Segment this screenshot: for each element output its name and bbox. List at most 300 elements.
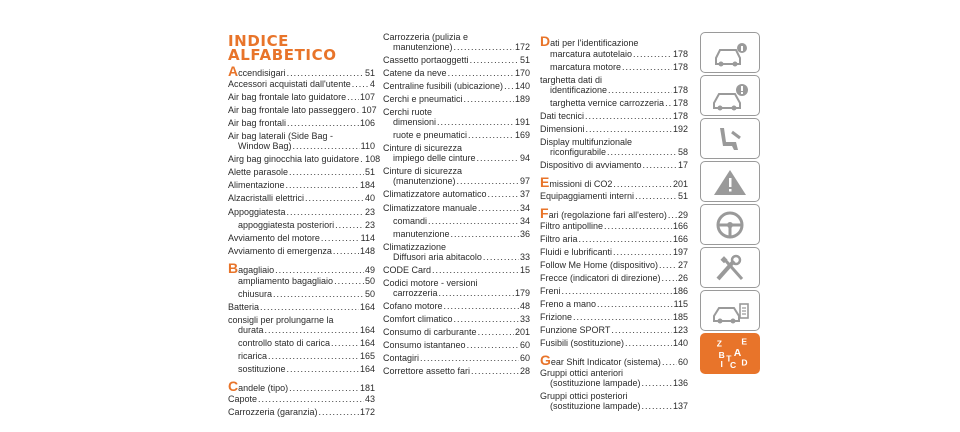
index-entry-label: carrozzeria <box>393 287 438 298</box>
index-entry-label: controllo stato di carica <box>238 337 331 348</box>
svg-text:E: E <box>741 336 748 347</box>
leader-dots <box>293 141 360 151</box>
leader-dots <box>562 286 672 296</box>
leader-dots <box>352 79 369 89</box>
index-entry-label: durata <box>238 324 264 335</box>
index-entry-page: 201 <box>514 326 530 337</box>
index-entry <box>383 301 530 311</box>
leader-dots <box>643 160 677 170</box>
index-entry <box>540 312 688 322</box>
leader-dots <box>428 216 519 226</box>
index-entry-page: 178 <box>672 49 688 60</box>
leader-dots <box>573 312 672 322</box>
index-entry <box>228 364 375 374</box>
car-info-icon <box>710 38 750 68</box>
index-entry-page: 169 <box>514 130 530 141</box>
index-entry <box>228 92 375 102</box>
leader-dots <box>608 85 672 95</box>
index-entry <box>383 107 530 127</box>
index-entry-label: Diffusori aria abitacolo <box>393 251 482 262</box>
index-entry-page: 106 <box>359 118 375 129</box>
index-entry <box>540 338 688 348</box>
steering-wheel-icon <box>710 210 750 240</box>
index-entry-heading: targhetta dati di <box>540 75 603 86</box>
index-entry-label: Air bag frontali <box>228 118 287 129</box>
leader-dots <box>321 233 360 243</box>
leader-dots <box>305 193 364 203</box>
chapter-thumbnail[interactable] <box>700 290 760 331</box>
leader-dots <box>265 325 359 335</box>
index-entry-page: 197 <box>672 246 688 257</box>
leader-dots <box>622 62 672 72</box>
index-entry-heading: Display multifunzionale <box>540 137 633 148</box>
index-entry-page: 115 <box>673 298 688 309</box>
index-entry-page: 140 <box>514 81 530 92</box>
index-entry-label: Comfort climatico <box>383 313 453 324</box>
index-entry <box>228 246 375 256</box>
index-entry <box>383 166 530 186</box>
index-entry-page: 108 <box>365 154 381 165</box>
index-entry <box>540 260 688 270</box>
index-entry <box>383 327 530 337</box>
index-entry-page: 28 <box>519 366 530 377</box>
leader-dots <box>286 180 359 190</box>
chapter-thumbnail[interactable] <box>700 118 760 159</box>
chapter-thumbnail[interactable] <box>700 32 760 73</box>
index-entry-page: 51 <box>364 167 375 178</box>
index-entry <box>228 407 375 417</box>
index-entry <box>383 94 530 104</box>
leader-dots <box>642 401 672 411</box>
leader-dots <box>478 203 519 213</box>
index-entry <box>228 233 375 243</box>
index-entry-label: Candele (tipo) <box>228 378 289 395</box>
index-entry-page: 51 <box>364 68 375 78</box>
index-entry-label: Accendisigari <box>228 63 286 79</box>
leader-dots <box>287 118 359 128</box>
svg-text:I: I <box>720 358 723 369</box>
index-entry <box>540 204 688 221</box>
leader-dots <box>668 210 677 220</box>
leader-dots <box>287 364 359 374</box>
index-entry-page: 186 <box>672 285 688 296</box>
leader-dots <box>432 265 519 275</box>
index-entry-page: 110 <box>360 141 375 152</box>
leader-dots <box>471 366 519 376</box>
leader-dots <box>319 407 359 417</box>
index-entry-label: Freni <box>540 285 561 296</box>
index-entry-page: 165 <box>359 351 375 361</box>
chapter-thumbnail[interactable] <box>700 161 760 202</box>
index-entry-page: 60 <box>519 339 530 350</box>
index-entry-label: comandi <box>393 215 428 226</box>
leader-dots <box>454 42 514 52</box>
index-entry-heading: Cerchi ruote <box>383 107 433 118</box>
index-initial-letter: C <box>228 378 239 395</box>
index-entry-label: Fluidi e lubrificanti <box>540 246 613 257</box>
leader-dots <box>625 338 672 348</box>
leader-dots <box>451 229 519 239</box>
index-entry-label: Avviamento del motore <box>228 232 320 243</box>
index-entry-label: Consumo di carburante <box>383 326 477 337</box>
index-entry-page: 185 <box>672 311 688 322</box>
leader-dots <box>662 357 677 367</box>
index-entry <box>228 302 375 312</box>
index-entry <box>540 325 688 335</box>
leader-dots <box>454 314 519 324</box>
index-entry-label: Filtro aria <box>540 233 578 244</box>
index-entry <box>383 229 530 239</box>
index-entry-page: 178 <box>672 98 688 109</box>
leader-dots <box>478 327 514 337</box>
index-entry-label: Airg bag ginocchia lato guidatore <box>228 154 360 165</box>
index-entry-page: 189 <box>514 94 530 105</box>
index-initial-letter: A <box>228 63 239 79</box>
chapter-thumbnail[interactable] <box>700 333 760 374</box>
leader-dots <box>273 289 364 299</box>
index-entry-label: manutenzione) <box>393 42 453 52</box>
index-entry-page: 201 <box>672 179 688 190</box>
index-entry-heading: Codici motore - versioni <box>383 277 478 288</box>
index-entry-label: Carrozzeria (garanzia) <box>228 407 318 418</box>
index-entry-label: Contagiri <box>383 353 420 363</box>
index-entry-heading: Cinture di sicurezza <box>383 143 463 154</box>
index-entry <box>228 259 375 276</box>
index-entry-label: Alzacristalli elettrici <box>228 193 305 204</box>
index-entry <box>383 278 530 298</box>
index-entry-label: Frecce (indicatori di direzione) <box>540 272 661 283</box>
index-entry-page: 40 <box>364 193 375 204</box>
index-entry-page: 34 <box>519 215 530 226</box>
leader-dots <box>420 353 519 363</box>
index-entry <box>540 174 688 191</box>
index-entry-page: 51 <box>677 190 688 201</box>
index-entry <box>540 352 688 369</box>
leader-dots <box>289 383 359 393</box>
index-entry <box>228 220 375 230</box>
svg-text:A: A <box>733 347 742 359</box>
index-entry-page: 166 <box>672 220 688 231</box>
index-entry-label: Cassetto portaoggetti <box>383 55 469 66</box>
index-entry-label: Dati tecnici <box>540 111 585 122</box>
svg-text:Z: Z <box>716 337 722 348</box>
chapter-thumbnail[interactable] <box>700 204 760 245</box>
index-entry <box>228 154 381 165</box>
leader-dots <box>360 154 364 164</box>
index-entry-page: 192 <box>672 124 688 135</box>
leader-dots <box>665 98 672 108</box>
index-entry <box>383 216 530 226</box>
index-entry-label: Air bag frontale lato passeggero <box>228 105 356 116</box>
index-entry-page: 48 <box>519 300 530 311</box>
index-entry-page: 49 <box>364 264 375 275</box>
index-entry <box>383 203 530 213</box>
index-entry <box>228 394 375 404</box>
index-entry <box>540 49 688 59</box>
index-entry-label: Appoggiatesta <box>228 206 286 217</box>
index-entry <box>228 276 375 286</box>
index-entry <box>540 286 688 296</box>
index-entry-label: Alette parasole <box>228 167 289 178</box>
index-entry <box>540 273 688 283</box>
index-entry-page: 170 <box>514 68 530 79</box>
index-entry <box>228 193 375 203</box>
index-entry <box>228 378 375 395</box>
index-entry-label: Frizione <box>540 311 573 322</box>
chapter-thumbnail[interactable] <box>700 247 760 288</box>
index-entry-label: Correttore assetto fari <box>383 366 471 377</box>
index-entry-page: 33 <box>519 251 530 262</box>
index-entry-heading: Cinture di sicurezza <box>383 166 463 177</box>
index-entry-label: appoggiatesta posteriori <box>238 219 335 230</box>
wrench-screwdriver-icon <box>710 253 750 283</box>
index-entry <box>383 314 530 324</box>
index-entry-page: 4 <box>369 79 375 90</box>
leader-dots <box>258 394 364 404</box>
leader-dots <box>287 207 364 217</box>
leader-dots <box>289 167 364 177</box>
index-entry-page: 58 <box>677 147 688 158</box>
leader-dots <box>597 299 673 309</box>
leader-dots <box>275 265 364 275</box>
index-entry-label: identificazione <box>550 85 608 96</box>
index-entry-page: 178 <box>672 62 688 73</box>
leader-dots <box>437 117 514 127</box>
index-entry-page: 37 <box>519 189 530 200</box>
leader-dots <box>611 325 672 335</box>
index-initial-letter: B <box>228 259 239 276</box>
leader-dots <box>464 94 514 104</box>
index-entry-label: ampliamento bagagliaio <box>238 275 334 286</box>
index-entry <box>540 221 688 231</box>
leader-dots <box>504 81 514 91</box>
leader-dots <box>585 111 672 121</box>
index-entry-label: (sostituzione lampade) <box>550 378 641 389</box>
index-entry <box>228 289 375 299</box>
index-entry-label: Cofano motore <box>383 300 443 311</box>
index-entry <box>383 130 530 140</box>
index-entry-page: 43 <box>364 394 375 405</box>
index-entry-label: Fusibili (sostituzione) <box>540 338 625 349</box>
index-letters-icon <box>707 337 753 371</box>
page-title <box>228 34 337 62</box>
index-entry <box>383 32 530 52</box>
leader-dots <box>334 276 364 286</box>
leader-dots <box>335 220 364 230</box>
leader-dots <box>659 260 677 270</box>
index-entry <box>228 180 375 190</box>
leader-dots <box>662 273 677 283</box>
index-entry-label: sostituzione <box>238 364 286 375</box>
car-specs-icon <box>710 296 750 326</box>
index-entry-page: 164 <box>359 337 375 348</box>
index-entry-page: 148 <box>359 245 375 256</box>
index-entry-page: 164 <box>359 324 375 335</box>
index-entry-page: 164 <box>359 364 375 375</box>
svg-text:B: B <box>718 349 725 360</box>
leader-dots <box>604 221 672 231</box>
car-seat-icon <box>710 124 750 154</box>
index-entry-page: 15 <box>519 264 530 275</box>
index-entry-page: 137 <box>672 401 688 412</box>
index-entry-label: Batteria <box>228 301 260 312</box>
index-initial-letter: G <box>540 352 551 369</box>
leader-dots <box>357 105 361 115</box>
leader-dots <box>448 68 514 78</box>
index-entry-page: 51 <box>519 55 530 66</box>
svg-text:C: C <box>730 359 737 370</box>
index-entry-label: dimensioni <box>393 117 437 128</box>
index-entry-label: CODE Card <box>383 264 432 275</box>
index-entry <box>228 79 375 89</box>
index-entry <box>383 242 530 262</box>
index-entry-label: Climatizzatore manuale <box>383 202 478 213</box>
leader-dots <box>488 189 519 199</box>
index-entry <box>228 167 375 177</box>
index-entry <box>228 338 375 348</box>
index-entry-page: 33 <box>519 313 530 324</box>
index-entry-page: 26 <box>677 272 688 283</box>
index-entry-page: 50 <box>364 288 375 299</box>
index-entry <box>540 75 688 95</box>
car-warning-icon <box>710 81 750 111</box>
index-entry <box>383 366 530 376</box>
index-entry-page: 27 <box>677 259 688 270</box>
page-title-line1: INDICE <box>228 32 290 50</box>
leader-dots <box>457 176 519 186</box>
index-entry <box>540 160 688 170</box>
leader-dots <box>470 55 519 65</box>
index-entry-label: targhetta vernice carrozzeria <box>550 98 665 109</box>
index-entry-page: 60 <box>519 353 530 363</box>
leader-dots <box>635 191 677 201</box>
index-entry-label: Follow Me Home (dispositivo) <box>540 259 659 270</box>
index-entry-page: 172 <box>514 42 530 52</box>
index-entry <box>228 63 375 79</box>
leader-dots <box>467 340 519 350</box>
index-entry-label: Avviamento di emergenza <box>228 245 332 256</box>
page-title-line2: ALFABETICO <box>228 46 337 64</box>
svg-text:T: T <box>726 353 732 364</box>
index-entry-page: 17 <box>677 160 688 171</box>
leader-dots <box>331 338 359 348</box>
index-entry-label: Bagagliaio <box>228 259 275 276</box>
index-entry <box>228 351 375 361</box>
index-entry-label: manutenzione <box>393 228 450 239</box>
leader-dots <box>579 234 672 244</box>
index-entry-page: 97 <box>519 176 530 187</box>
index-entry <box>540 191 688 201</box>
index-entry <box>540 62 688 72</box>
index-entry-page: 136 <box>672 378 688 389</box>
index-entry-heading: Gruppi ottici anteriori <box>540 368 624 379</box>
index-initial-letter: D <box>540 33 551 49</box>
index-entry <box>383 143 530 163</box>
index-entry-label: Emissioni di CO2 <box>540 174 613 191</box>
index-initial-letter: F <box>540 204 549 221</box>
index-entry <box>228 315 375 335</box>
index-entry-page: 172 <box>359 407 375 418</box>
index-entry-label: Centraline fusibili (ubicazione) <box>383 81 504 92</box>
index-entry-label: Consumo istantaneo <box>383 339 466 350</box>
index-entry <box>383 340 530 350</box>
index-entry-page: 179 <box>514 287 530 298</box>
index-entry-label: Window Bag) <box>238 141 292 152</box>
leader-dots <box>333 246 359 256</box>
index-entry-page: 191 <box>514 117 530 128</box>
leader-dots <box>444 301 519 311</box>
index-entry-label: Air bag frontale lato guidatore <box>228 92 347 103</box>
index-entry-heading: Air bag laterali (Side Bag - <box>228 131 334 142</box>
index-entry-page: 140 <box>672 338 688 349</box>
index-entry-page: 184 <box>359 180 375 191</box>
index-entry-label: Freno a mano <box>540 298 597 309</box>
index-entry-label: Climatizzatore automatico <box>383 189 487 200</box>
index-entry-label: Gear Shift Indicator (sistema) <box>540 352 661 369</box>
index-entry-label: marcatura autotelaio <box>550 49 633 60</box>
index-entry-label: Dati per l'identificazione <box>540 33 639 49</box>
leader-dots <box>613 179 672 189</box>
index-initial-letter: E <box>540 174 550 191</box>
index-entry <box>540 98 688 108</box>
index-entry <box>540 137 688 157</box>
index-entry <box>540 247 688 257</box>
index-entry <box>228 118 375 128</box>
index-entry-label: Capote <box>228 394 258 405</box>
index-entry-page: 164 <box>359 301 375 312</box>
index-entry-page: 36 <box>519 228 530 239</box>
index-entry-label: chiusura <box>238 288 273 299</box>
index-entry-page: 166 <box>672 233 688 244</box>
index-entry-page: 123 <box>672 325 688 335</box>
index-entry-heading: consigli per prolungarne la <box>228 314 334 325</box>
index-entry <box>540 234 688 244</box>
index-entry-page: 34 <box>519 202 530 213</box>
index-entry <box>540 124 688 134</box>
index-entry <box>540 391 688 411</box>
leader-dots <box>439 288 514 298</box>
index-entry-label: Filtro antipolline <box>540 220 604 231</box>
index-entry-heading: Climatizzazione <box>383 241 447 252</box>
leader-dots <box>287 68 364 78</box>
index-entry-label: Equipaggiamenti interni <box>540 190 635 201</box>
index-entry-label: riconfigurabile <box>550 147 607 158</box>
index-entry-page: 23 <box>364 206 375 217</box>
index-entry-label: (sostituzione lampade) <box>550 401 641 412</box>
index-entry-label: Funzione SPORT <box>540 325 611 335</box>
index-entry <box>383 189 530 199</box>
index-entry <box>540 33 688 49</box>
index-entry-page: 29 <box>677 209 688 220</box>
triangle-warning-icon <box>710 167 750 197</box>
index-entry <box>540 368 688 388</box>
chapter-thumbnail[interactable] <box>700 75 760 116</box>
leader-dots <box>260 302 359 312</box>
index-entry-label: impiego delle cinture <box>393 153 476 164</box>
svg-text:D: D <box>741 356 748 367</box>
index-entry-page: 50 <box>364 275 375 286</box>
index-entry-heading: Carrozzeria (pulizia e <box>383 32 469 42</box>
index-entry-page: 114 <box>360 232 375 243</box>
leader-dots <box>483 252 519 262</box>
index-entry-page: 107 <box>359 92 375 103</box>
index-entry <box>228 207 375 217</box>
index-entry <box>383 265 530 275</box>
index-entry <box>383 68 530 78</box>
index-entry <box>540 111 688 121</box>
index-entry <box>383 55 530 65</box>
leader-dots <box>477 153 519 163</box>
